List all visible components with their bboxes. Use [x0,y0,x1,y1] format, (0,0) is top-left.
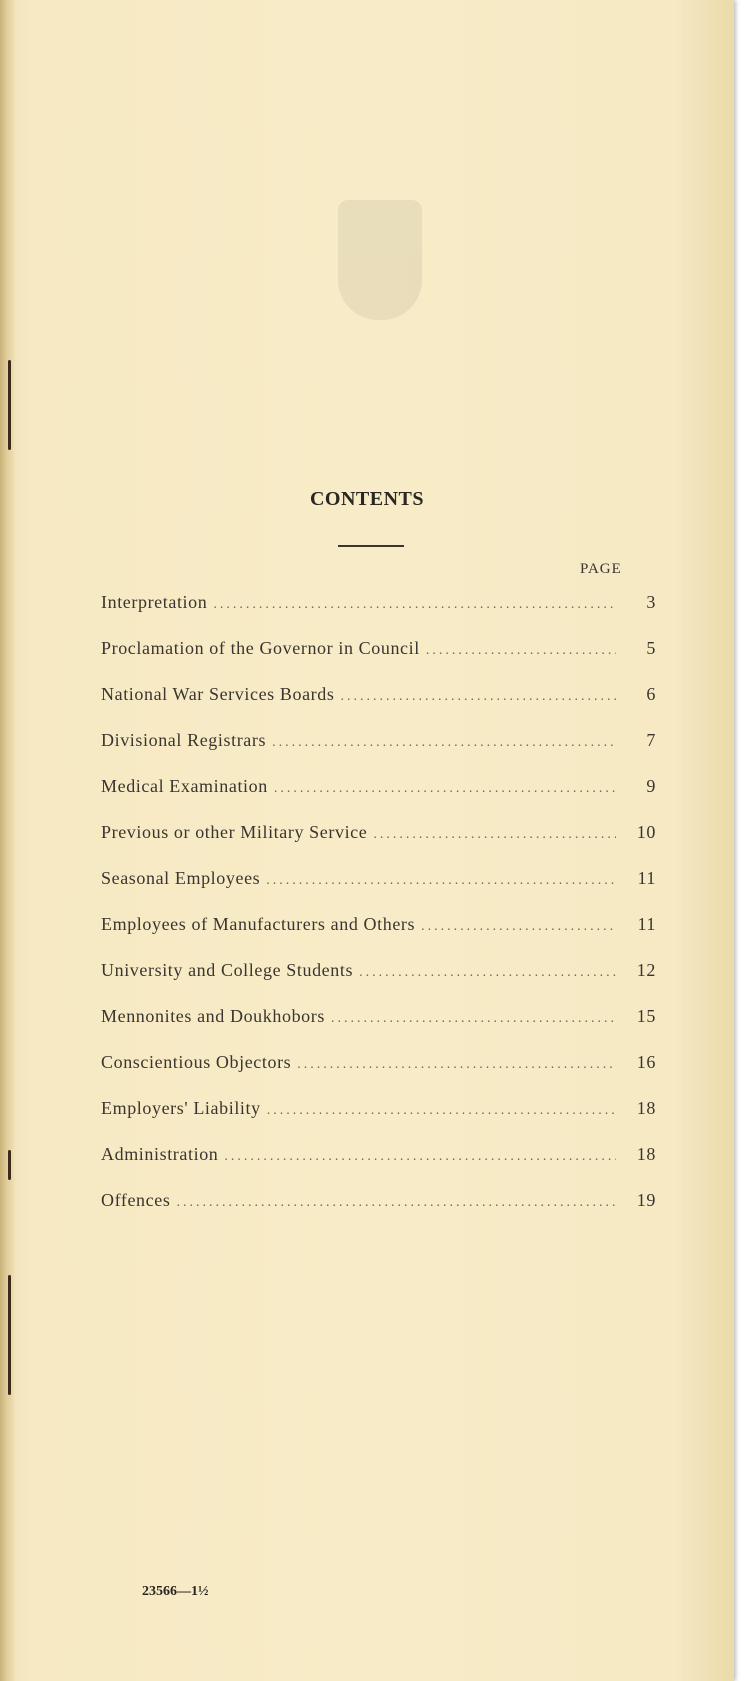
dot-leader [272,735,616,751]
toc-entry [101,914,656,960]
toc-entry-page: 6 [646,684,656,704]
toc-entry-label: Divisional Registrars [101,730,267,750]
toc-entry-label: Interpretation [101,592,208,612]
toc-entry [101,592,656,638]
dot-leader [359,965,616,981]
binding-mark [8,1275,11,1395]
toc-entry-label: Proclamation of the Governor in Council [101,638,420,658]
toc-entry [101,1006,656,1052]
printer-code: 23566—1½ [142,1584,209,1599]
toc-entry-page: 12 [636,960,656,980]
dot-leader [267,1103,616,1119]
bleed-through-text [100,350,660,377]
toc-entry-label: Previous or other Military Service [101,822,368,842]
dot-leader [421,919,616,935]
toc-entry-page: 7 [646,730,656,750]
toc-entry [101,776,656,822]
dot-leader [426,643,616,659]
dot-leader [340,689,616,705]
dot-leader [331,1011,616,1027]
crest-icon [338,200,422,320]
toc-entry [101,1144,656,1190]
dot-leader [297,1057,616,1073]
dot-leader [176,1195,616,1211]
toc-entry-page: 18 [636,1098,656,1118]
dot-leader [224,1149,616,1165]
toc-entry-label: Employees of Manufacturers and Others [101,914,416,934]
toc-entry-label: Seasonal Employees [101,868,261,888]
page-title: CONTENTS [309,488,425,510]
binding-mark [8,1150,11,1180]
toc-entry-page: 3 [646,592,656,612]
page-column-header: PAGE [580,561,622,577]
toc-entry [101,1190,656,1236]
toc-entry [101,868,656,914]
reverse-side-bleed-through [100,200,660,385]
toc-entry-page: 11 [637,914,656,934]
toc-entry-label: Employers' Liability [101,1098,261,1118]
toc-entry-page: 15 [636,1006,656,1026]
toc-entry-label: Offences [101,1190,171,1210]
toc-entry-label: Conscientious Objectors [101,1052,292,1072]
dot-leader [213,597,616,613]
toc-entry-page: 5 [646,638,656,658]
toc-entry-label: University and College Students [101,960,354,980]
toc-entry-page: 11 [637,868,656,888]
toc-entry [101,684,656,730]
toc-entry-page: 9 [646,776,656,796]
dot-leader [373,827,616,843]
dot-leader [274,781,616,797]
title-divider [338,545,404,547]
toc-entry-label: Mennonites and Doukhobors [101,1006,325,1026]
toc-entry [101,1098,656,1144]
table-of-contents [101,592,656,1236]
toc-entry [101,960,656,1006]
toc-entry-page: 18 [636,1144,656,1164]
toc-entry-page: 16 [636,1052,656,1072]
toc-entry [101,822,656,868]
toc-entry-page: 19 [636,1190,656,1210]
toc-entry [101,638,656,684]
toc-entry-page: 10 [636,822,656,842]
toc-entry-label: Medical Examination [101,776,268,796]
dot-leader [266,873,616,889]
page-edge-shadow [0,0,16,1681]
toc-entry-label: Administration [101,1144,219,1164]
binding-mark [8,360,11,450]
toc-entry [101,730,656,776]
toc-entry [101,1052,656,1098]
toc-entry-label: National War Services Boards [101,684,335,704]
